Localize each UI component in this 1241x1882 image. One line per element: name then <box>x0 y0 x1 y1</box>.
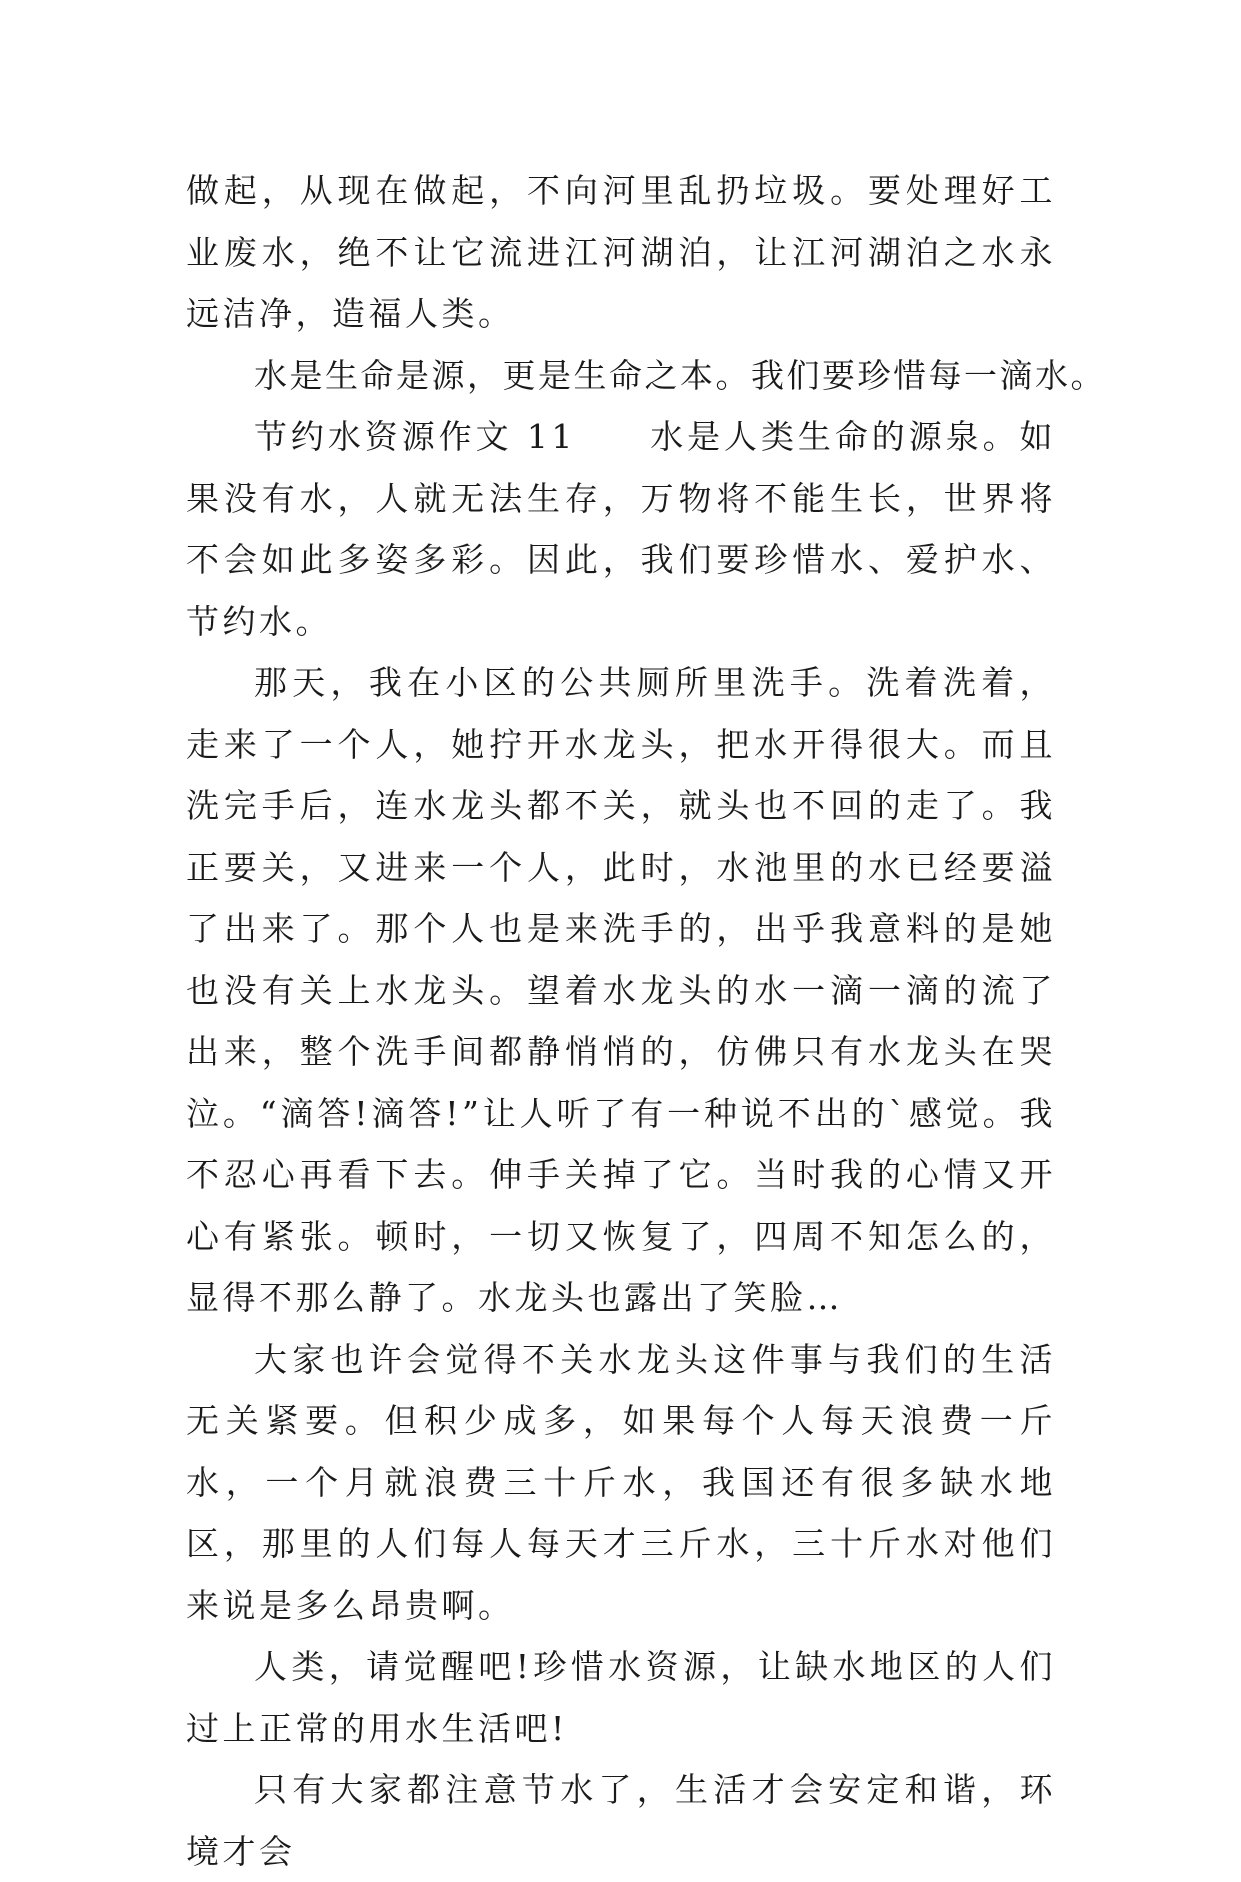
paragraph: 节约水资源作文 11 水是人类生命的源泉。如果没有水，人就无法生存，万物将不能生长，世界将不会如此多姿多彩。因此，我们要珍惜水、爱护水、节约水。 <box>186 417 1056 641</box>
paragraph: 人类，请觉醒吧!珍惜水资源，让缺水地区的人们过上正常的用水生活吧! <box>186 1647 1056 1748</box>
paragraph: 大家也许会觉得不关水龙头这件事与我们的生活无关紧要。但积少成多，如果每个人每天浪费一斤水，一个月就浪费三十斤水，我国还有很多缺水地区，那里的人们每人每天才三斤水，三十斤水对他们来说是多么昂贵啊。 <box>186 1339 1056 1625</box>
paragraph: 那天，我在小区的公共厕所里洗手。洗着洗着，走来了一个人，她拧开水龙头，把水开得很大。而且洗完手后，连水龙头都不关，就头也不回的走了。我正要关，又进来一个人，此时，水池里的水已经要溢了出来了。那个人也是来洗手的，出乎我意料的是她也没有关上水龙头。望着水龙头的水一滴一滴的流了出来，整个洗手间都静悄悄的，仿佛只有水龙头在哭泣。“滴答!滴答!”让人听了有一种说不出的`感觉。我不忍心再看下去。伸手关掉了它。当时我的心情又开心有紧张。顿时，一切又恢复了，四周不知怎么的，显得不那么静了。水龙头也露出了笑脸… <box>186 663 1056 1317</box>
paragraph: 水是生命是源，更是生命之本。我们要珍惜每一滴水。 <box>254 355 1106 395</box>
paragraph: 只有大家都注意节水了，生活才会安定和谐，环境才会 <box>186 1770 1056 1871</box>
document-body <box>186 160 1106 1882</box>
paragraph: 做起，从现在做起，不向河里乱扔垃圾。要处理好工业废水，绝不让它流进江河湖泊，让江河湖泊之水永远洁净，造福人类。 <box>186 171 1056 333</box>
